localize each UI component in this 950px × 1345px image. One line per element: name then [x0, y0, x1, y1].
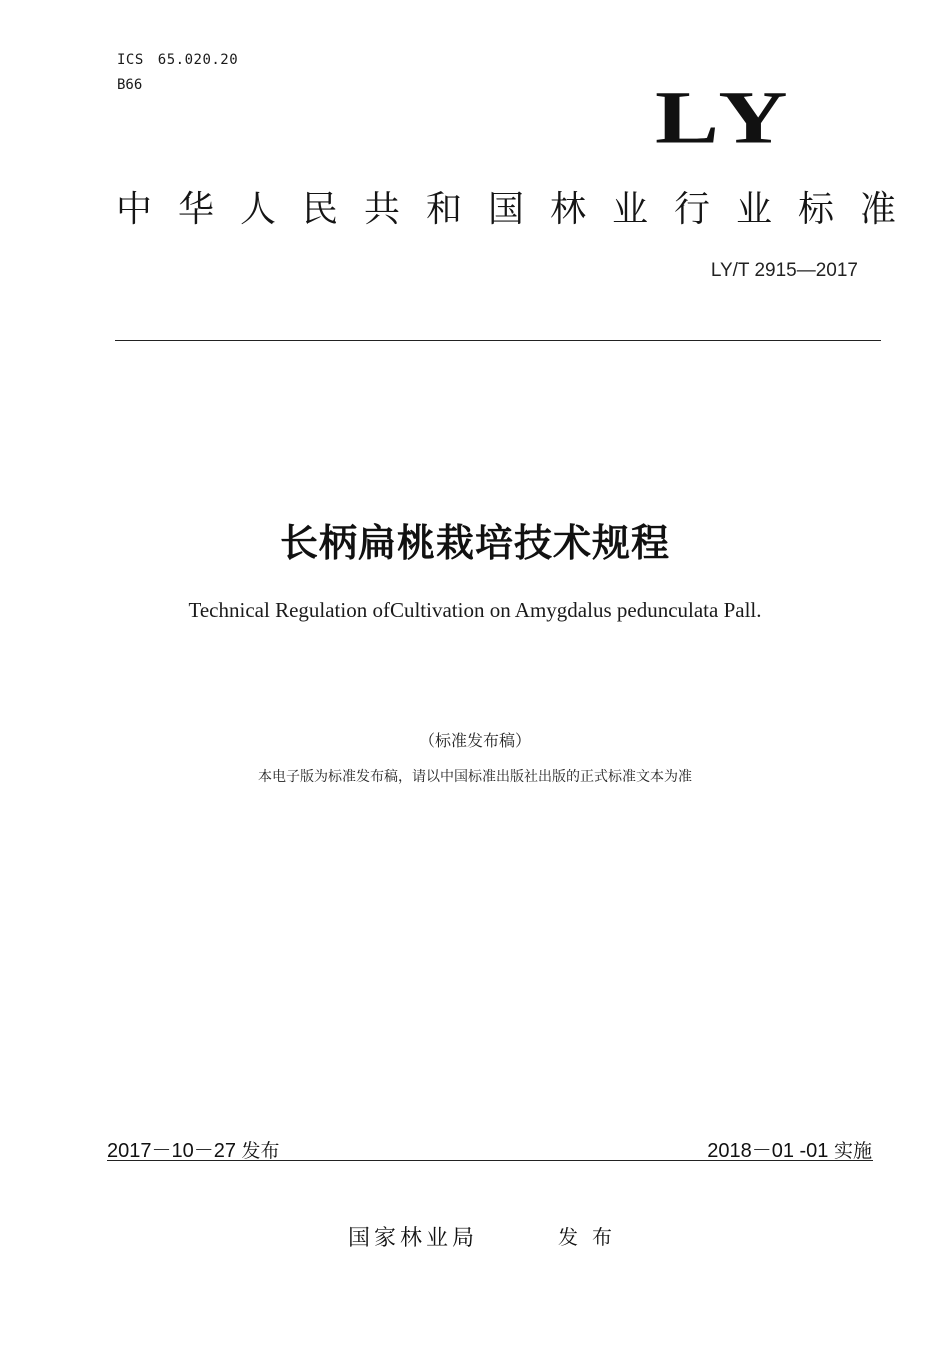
ly-logo: LY — [655, 75, 796, 159]
ics-code: 65.020.20 — [157, 52, 239, 68]
bottom-divider — [107, 1160, 873, 1161]
ics-label: ICS — [117, 52, 144, 68]
draft-note: 本电子版为标准发布稿，请以中国标准出版社出版的正式标准文本为准 — [258, 769, 692, 785]
effective-date: 2018－01 -01 — [707, 1140, 829, 1162]
effective-label: 实施 — [833, 1140, 872, 1162]
document-title-english: Technical Regulation ofCultivation on Amygdalus pedunculata Pall. — [188, 598, 762, 622]
ccs-code: B66 — [117, 77, 143, 93]
top-divider — [115, 340, 881, 341]
standard-number: LY/T 2915—2017 — [710, 260, 858, 281]
document-title-chinese: 长柄扁桃栽培技术规程 — [279, 521, 670, 565]
issue-date: 2017－10－27 — [107, 1140, 236, 1162]
ics-classification — [117, 52, 238, 68]
standard-category-title: 中华人民共和国林业行业标准 — [116, 189, 923, 230]
issue-date-block — [107, 1134, 280, 1163]
draft-label: （标准发布稿） — [418, 731, 531, 750]
effective-date-block — [707, 1134, 872, 1163]
issue-label: 发布 — [241, 1140, 280, 1162]
publisher-name: 国家林业局 — [348, 1226, 479, 1251]
publish-word: 发布 — [558, 1225, 626, 1249]
